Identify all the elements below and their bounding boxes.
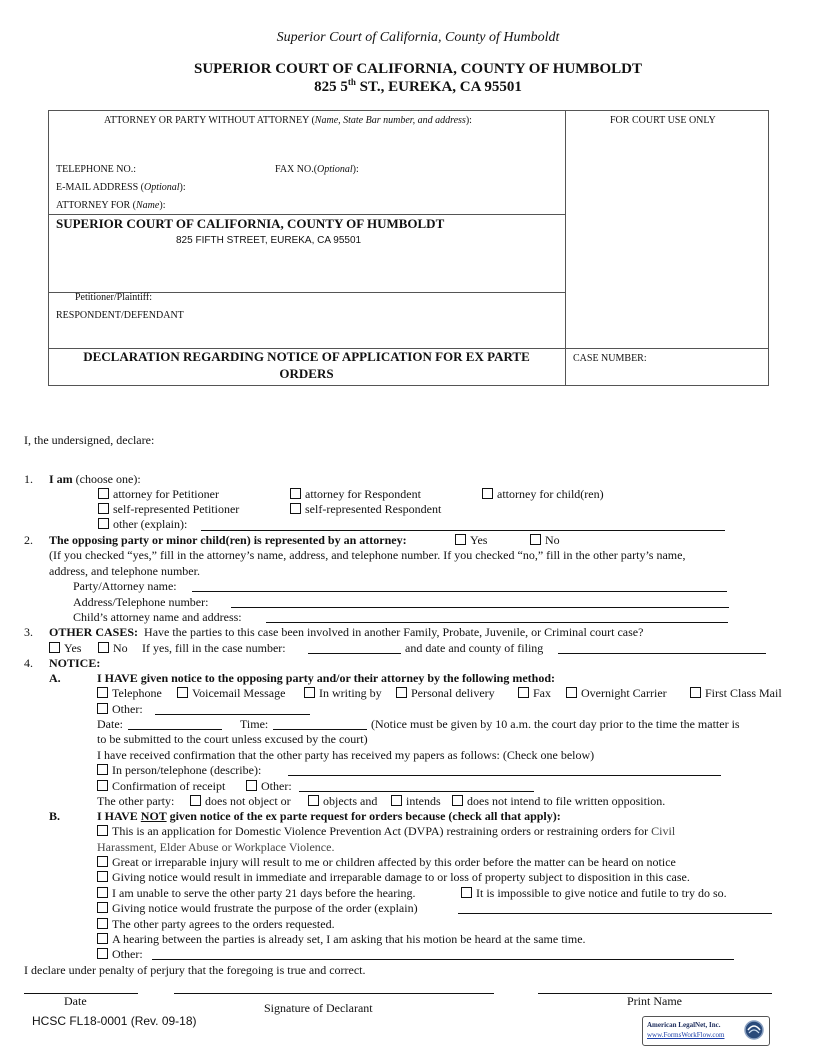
case-number-line[interactable] — [308, 653, 401, 654]
frustrate-explain-line[interactable] — [458, 913, 772, 914]
section-4-label: NOTICE: — [49, 656, 101, 670]
method-other[interactable]: Other: — [97, 702, 143, 717]
section-4-number: 4. — [24, 656, 33, 670]
part-b-heading: I HAVE NOT given notice of the ex parte request for orders because (check all that apply): — [97, 809, 561, 823]
method-other-line[interactable] — [155, 714, 310, 715]
reason-property-damage[interactable]: Giving notice would result in immediate and irreparable damage to or loss of property subject to disposition in this case. — [97, 870, 690, 885]
checkbox[interactable] — [98, 503, 109, 514]
intends-option[interactable]: intends — [391, 794, 441, 809]
caption-line-1 — [48, 214, 565, 215]
section-2-note-2: address, and telephone number. — [49, 564, 200, 578]
confirmation-text: I have received confirmation that the other party has received my papers as follows: (Check one below) — [97, 748, 595, 762]
checkbox[interactable] — [97, 856, 108, 867]
checkbox[interactable] — [97, 780, 108, 791]
section-1-label: I am (choose one): — [49, 472, 141, 486]
reason-frustrate[interactable]: Giving notice would frustrate the purpose of the order (explain) — [97, 901, 418, 916]
attorney-label: ATTORNEY OR PARTY WITHOUT ATTORNEY (Name, State Bar number, and address): — [104, 115, 472, 126]
section-2-note-1: (If you checked “yes,” fill in the attorney’s name, address, and telephone number. If you checked “no,” fill in the other party’s name, — [49, 548, 686, 562]
method-fax[interactable]: Fax — [518, 686, 551, 701]
if-yes-label: If yes, fill in the case number: — [142, 641, 286, 655]
checkbox[interactable] — [190, 795, 201, 806]
objects-option[interactable]: objects and — [308, 794, 377, 809]
reason-other[interactable]: Other: — [97, 947, 143, 962]
method-personal-delivery[interactable]: Personal delivery — [396, 686, 495, 701]
italic-court-title: Superior Court of California, County of Humboldt — [276, 30, 560, 45]
other-explain-line[interactable] — [201, 530, 725, 531]
respondent-label: RESPONDENT/DEFENDANT — [56, 310, 184, 321]
document-title-line-1: DECLARATION REGARDING NOTICE OF APPLICATION FOR EX PARTE — [83, 349, 530, 364]
notice-rule-2: to be submitted to the court unless excused by the court) — [97, 732, 368, 746]
logo-url: www.FormsWorkFlow.com — [647, 1031, 725, 1039]
does-not-object-option[interactable]: does not object or — [190, 794, 291, 809]
email-label: E-MAIL ADDRESS (Optional): — [56, 182, 186, 193]
caption-court-name: SUPERIOR COURT OF CALIFORNIA, COUNTY OF HUMBOLDT — [56, 216, 445, 231]
checkbox[interactable] — [530, 534, 541, 545]
represented-no[interactable]: No — [530, 533, 560, 548]
party-name-line[interactable] — [192, 591, 727, 592]
fax-label: FAX NO.(Optional): — [275, 164, 359, 175]
court-use-label: FOR COURT USE ONLY — [610, 115, 716, 126]
address-phone-label: Address/Telephone number: — [73, 595, 209, 609]
caption-divider — [565, 110, 566, 386]
signature-caption: Signature of Declarant — [264, 1001, 373, 1015]
option-attorney-respondent[interactable]: attorney for Respondent — [290, 487, 421, 502]
does-not-intend-option[interactable]: does not intend to file written opposition. — [452, 794, 665, 809]
court-title: SUPERIOR COURT OF CALIFORNIA, COUNTY OF HUMBOLDT — [194, 61, 642, 77]
date-county-label: and date and county of filing — [405, 641, 544, 655]
intro-text: I, the undersigned, declare: — [24, 433, 155, 447]
date-caption: Date — [64, 994, 87, 1008]
receipt-other-option[interactable]: Other: — [246, 779, 292, 794]
checkbox[interactable] — [98, 518, 109, 529]
child-attorney-line[interactable] — [266, 622, 728, 623]
telephone-label: TELEPHONE NO.: — [56, 164, 136, 175]
reason-unable-to-serve[interactable]: I am unable to serve the other party 21 days before the hearing. — [97, 886, 416, 901]
checkbox[interactable] — [97, 902, 108, 913]
represented-yes[interactable]: Yes — [455, 533, 487, 548]
method-writing[interactable]: In writing by — [304, 686, 382, 701]
method-overnight[interactable]: Overnight Carrier — [566, 686, 667, 701]
reason-agrees[interactable]: The other party agrees to the orders requested. — [97, 917, 335, 932]
globe-icon — [743, 1019, 765, 1041]
reason-dvpa[interactable]: This is an application for Domestic Violence Prevention Act (DVPA) restraining orders or restraining orders for Civil — [97, 824, 675, 839]
section-2-label: The opposing party or minor child(ren) is represented by an attorney: — [49, 533, 407, 547]
part-a-label: A. — [49, 671, 61, 685]
checkbox[interactable] — [290, 503, 301, 514]
in-person-option[interactable]: In person/telephone (describe): — [97, 763, 261, 778]
option-self-respondent[interactable]: self-represented Respondent — [290, 502, 441, 517]
checkbox[interactable] — [98, 488, 109, 499]
reason-impossible[interactable]: It is impossible to give notice and futile to try do so. — [461, 886, 727, 901]
section-1-number: 1. — [24, 472, 33, 486]
reason-dvpa-continued: Harassment, Elder Abuse or Workplace Violence. — [97, 840, 335, 854]
case-number-label: CASE NUMBER: — [573, 353, 647, 364]
checkbox[interactable] — [97, 687, 108, 698]
checkbox[interactable] — [97, 918, 108, 929]
date-label: Date: — [97, 717, 123, 731]
checkbox[interactable] — [97, 703, 108, 714]
section-3-label: OTHER CASES: Have the parties to this case been involved in another Family, Probate, Juvenile, or Criminal court case? — [49, 625, 644, 639]
checkbox[interactable] — [97, 825, 108, 836]
caption-box — [48, 110, 769, 386]
checkbox[interactable] — [690, 687, 701, 698]
other-cases-no[interactable]: No — [98, 641, 128, 656]
petitioner-label: Petitioner/Plaintiff: — [75, 292, 153, 303]
part-a-heading: I HAVE given notice to the opposing party and/or their attorney by the following method: — [97, 671, 556, 685]
part-b-label: B. — [49, 809, 61, 823]
signature-line[interactable] — [174, 993, 494, 994]
checkbox[interactable] — [290, 488, 301, 499]
date-line[interactable] — [128, 729, 222, 730]
checkbox[interactable] — [304, 687, 315, 698]
checkbox[interactable] — [97, 933, 108, 944]
time-label: Time: — [240, 717, 269, 731]
option-other[interactable]: other (explain): — [98, 517, 187, 532]
section-2-number: 2. — [24, 533, 33, 547]
checkbox[interactable] — [461, 887, 472, 898]
checkbox[interactable] — [308, 795, 319, 806]
notice-rule-1: (Notice must be given by 10 a.m. the court day prior to the time the matter is — [371, 717, 740, 731]
document-title-line-2: ORDERS — [279, 366, 334, 381]
checkbox[interactable] — [97, 887, 108, 898]
child-attorney-label: Child’s attorney name and address: — [73, 610, 242, 624]
checkbox[interactable] — [98, 642, 109, 653]
form-id: HCSC FL18-0001 (Rev. 09-18) — [32, 1014, 197, 1028]
date-county-line[interactable] — [558, 653, 766, 654]
reason-other-line[interactable] — [152, 959, 734, 960]
checkbox[interactable] — [177, 687, 188, 698]
reason-hearing-set[interactable]: A hearing between the parties is already set, I am asking that his motion be heard at the same time. — [97, 932, 586, 947]
checkbox[interactable] — [97, 948, 108, 959]
in-person-line[interactable] — [288, 775, 721, 776]
checkbox[interactable] — [482, 488, 493, 499]
checkbox[interactable] — [49, 642, 60, 653]
checkbox[interactable] — [246, 780, 257, 791]
checkbox[interactable] — [391, 795, 402, 806]
address-phone-line[interactable] — [231, 607, 729, 608]
other-cases-yes[interactable]: Yes — [49, 641, 81, 656]
logo-company: American LegalNet, Inc. — [647, 1021, 721, 1029]
other-party-label: The other party: — [97, 794, 175, 808]
checkbox[interactable] — [455, 534, 466, 545]
option-attorney-child[interactable]: attorney for child(ren) — [482, 487, 604, 502]
checkbox[interactable] — [97, 764, 108, 775]
checkbox[interactable] — [396, 687, 407, 698]
perjury-statement: I declare under penalty of perjury that the foregoing is true and correct. — [24, 963, 366, 977]
court-address: 825 5th ST., EUREKA, CA 95501 — [314, 77, 522, 95]
attorney-for-label: ATTORNEY FOR (Name): — [56, 200, 166, 211]
print-name-caption: Print Name — [627, 994, 682, 1008]
method-first-class[interactable]: First Class Mail — [690, 686, 782, 701]
section-3-number: 3. — [24, 625, 33, 639]
party-name-label: Party/Attorney name: — [73, 579, 177, 593]
checkbox[interactable] — [518, 687, 529, 698]
option-self-petitioner[interactable]: self-represented Petitioner — [98, 502, 239, 517]
checkbox[interactable] — [452, 795, 463, 806]
reason-irreparable-injury[interactable]: Great or irreparable injury will result to me or children affected by this order before the matter can be heard on notice — [97, 855, 676, 870]
caption-court-address: 825 FIFTH STREET, EUREKA, CA 95501 — [176, 235, 362, 246]
option-attorney-petitioner[interactable]: attorney for Petitioner — [98, 487, 219, 502]
method-telephone[interactable]: Telephone — [97, 686, 162, 701]
receipt-other-line[interactable] — [299, 791, 534, 792]
checkbox[interactable] — [566, 687, 577, 698]
time-line[interactable] — [273, 729, 367, 730]
checkbox[interactable] — [97, 871, 108, 882]
method-voicemail[interactable]: Voicemail Message — [177, 686, 285, 701]
receipt-option[interactable]: Confirmation of receipt — [97, 779, 225, 794]
legalnet-logo — [642, 1016, 770, 1046]
